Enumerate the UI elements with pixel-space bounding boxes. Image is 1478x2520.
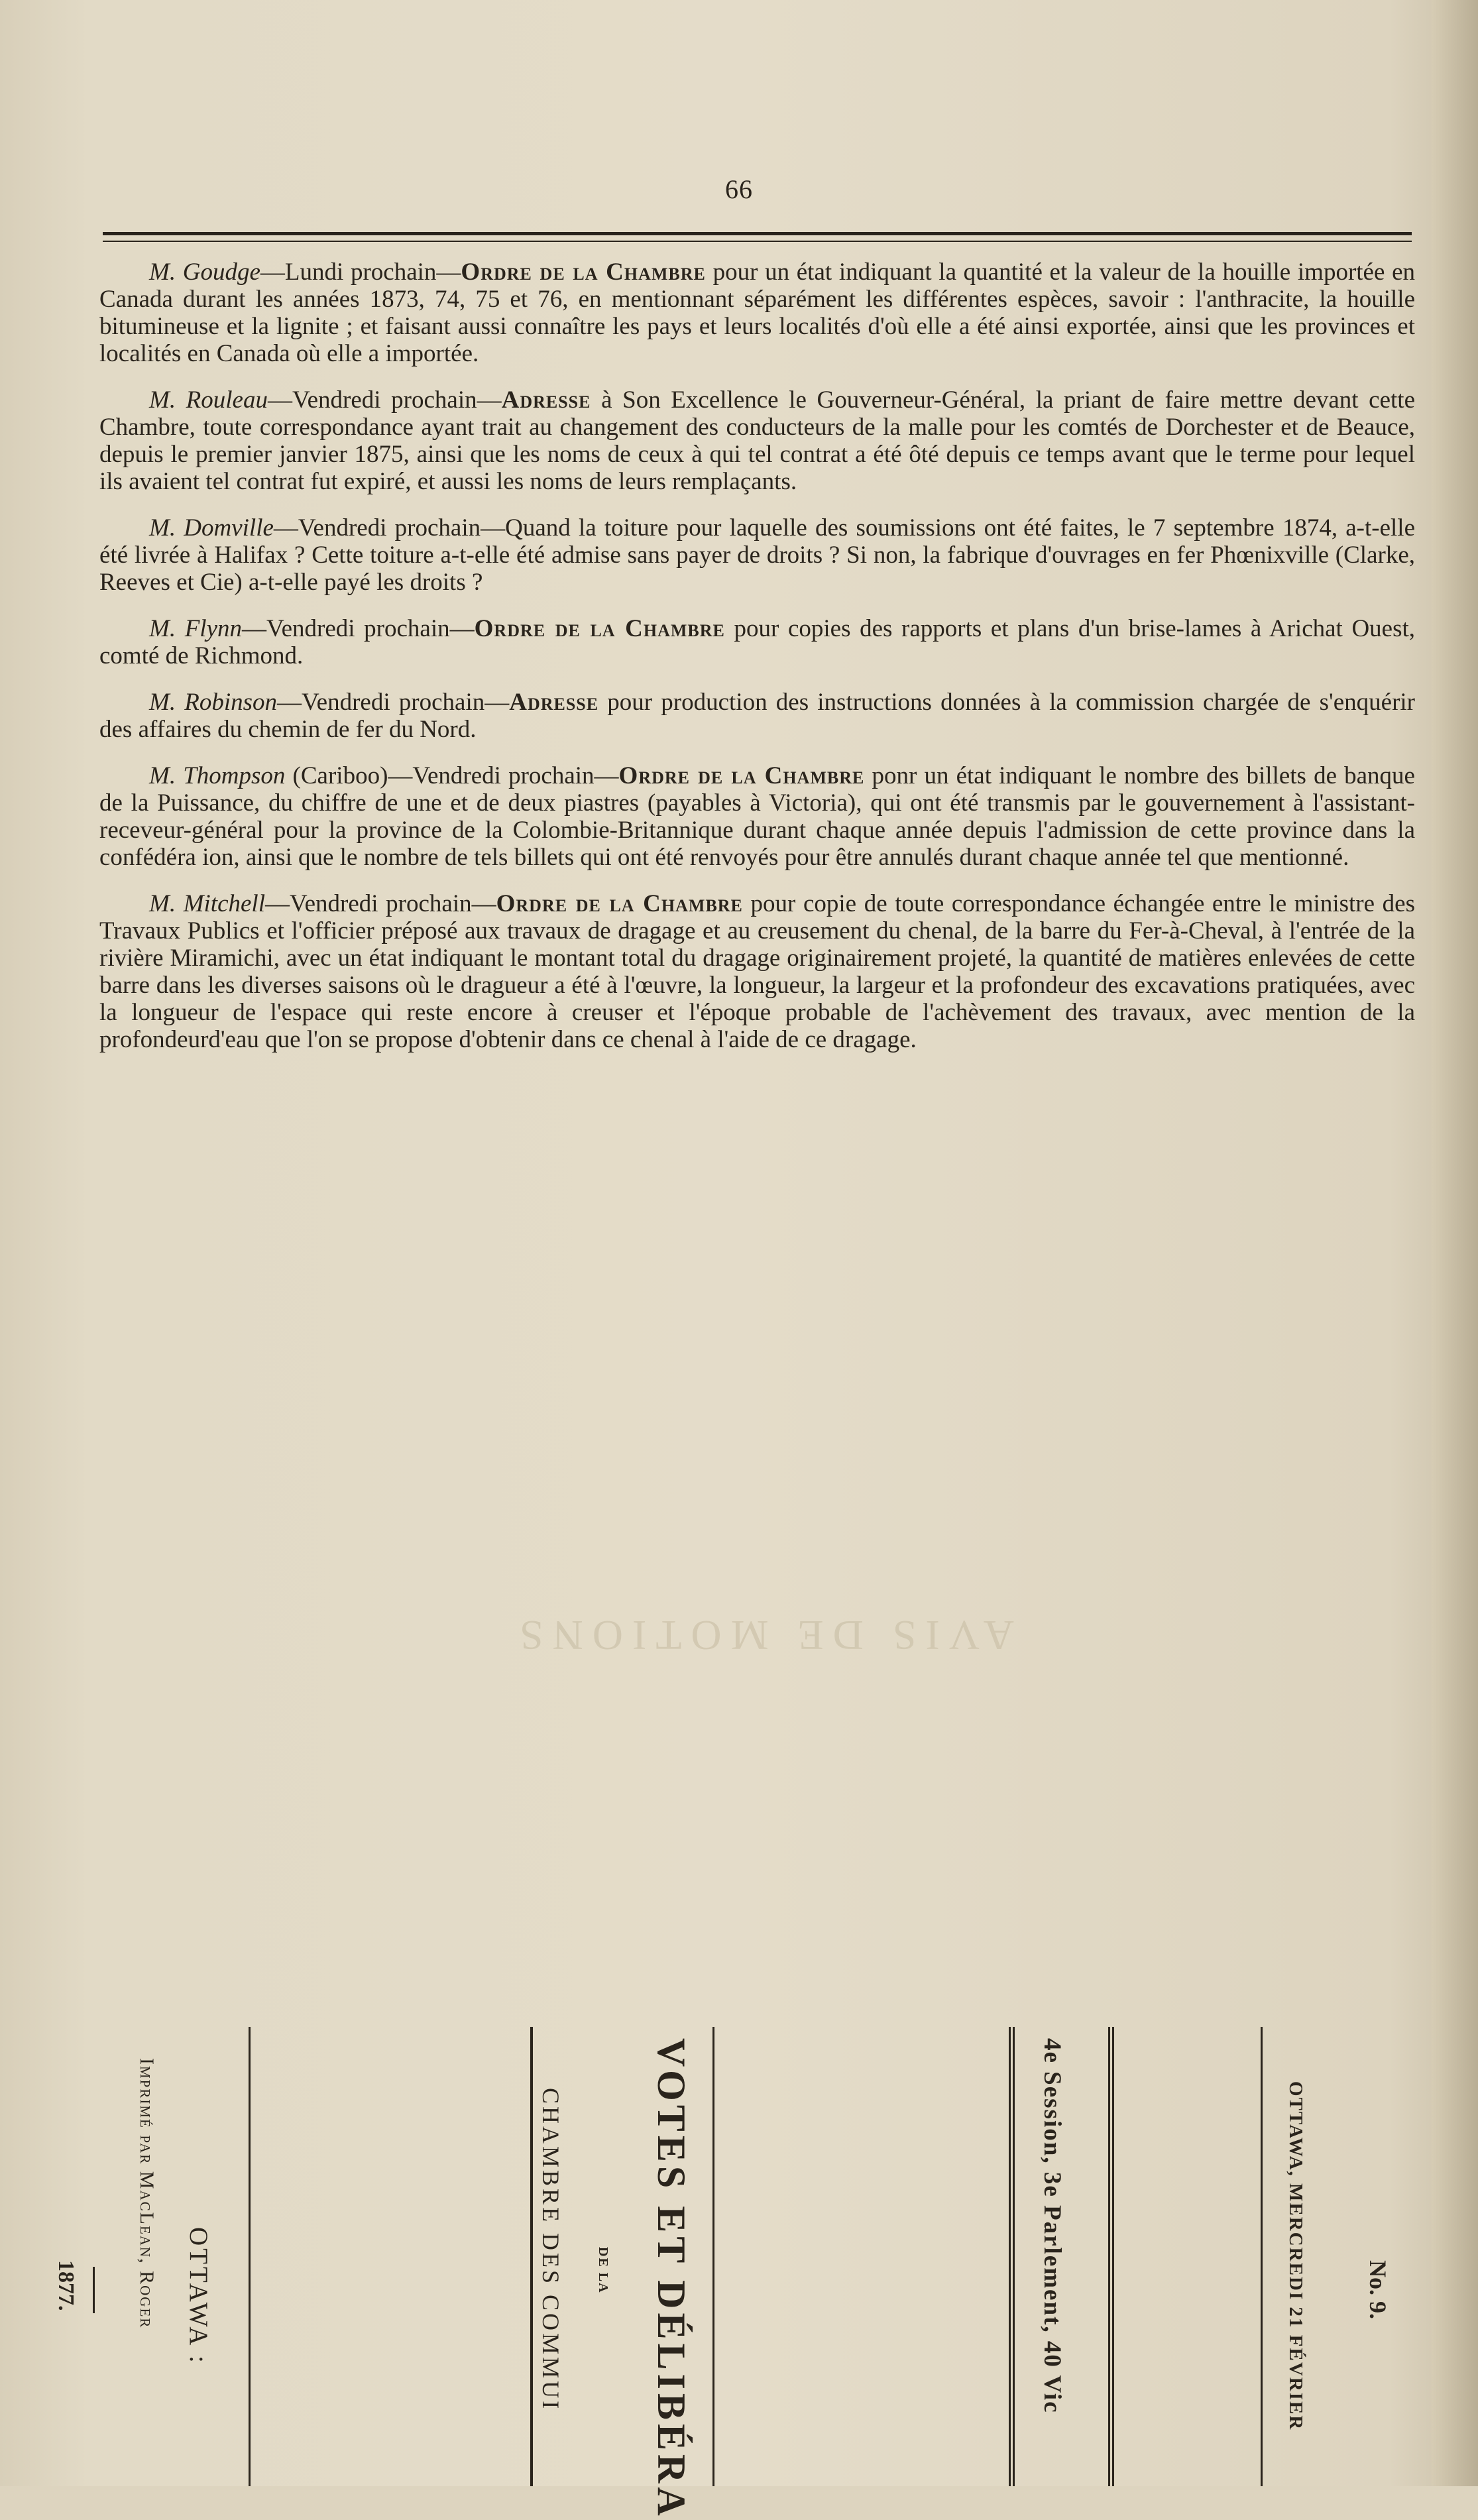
motion-type: Ordre de la Chambre	[618, 762, 865, 789]
motions-list	[99, 258, 1415, 1072]
motion-text: à Son Excellence le Gouverneur-Général, la priant de faire mettre devant cette Chambre, toute correspondance ayant trait au changement des conducteurs de la malle pour les comtés de Dorchester et de Beauce, depuis le premier janvier 1875, ainsi que les noms de ceux à qui tel contrat a été ôté depuis ce temps avant que le terme pour lequel ils avaient tel contrat fut expiré, et aussi les noms de leurs remplaçants.	[99, 386, 1415, 495]
motion-entry	[99, 386, 1415, 495]
cover-rule	[249, 2027, 251, 2486]
motion-entry	[99, 258, 1415, 367]
member-name: M. Robinson	[149, 689, 278, 716]
cover-de-la: DE LA	[596, 2247, 610, 2294]
cover-rule	[1112, 2027, 1114, 2486]
motion-type: Ordre de la Chambre	[496, 890, 743, 917]
cover-year-rule	[93, 2267, 95, 2313]
motion-entry	[99, 514, 1415, 596]
cover-rule	[1013, 2027, 1015, 2486]
motion-entry	[99, 762, 1415, 871]
cover-rule	[1108, 2027, 1110, 2486]
motion-date: —Vendredi prochain—	[267, 386, 502, 414]
motion-text: pour production des instructions données à la commission chargée de s'enquérir des affaires du chemin de fer du Nord.	[99, 689, 1415, 743]
cover-date: OTTAWA, MERCREDI 21 FÉVRIER	[1285, 2081, 1306, 2431]
motion-date: —Vendredi prochain—	[242, 615, 475, 642]
motion-type: Ordre de la Chambre	[474, 615, 725, 642]
cover-issue-number: No. 9.	[1365, 2260, 1391, 2319]
member-name: M. Flynn	[149, 615, 242, 642]
page-number: 66	[725, 174, 753, 204]
cover-title: VOTES ET DÉLIBÉRA	[650, 2038, 693, 2520]
cover-printer: Imprimé par MacLean, Roger	[136, 2058, 158, 2329]
motion-type: Adresse	[501, 386, 591, 414]
cover-rule	[1261, 2027, 1263, 2486]
cover-ottawa: OTTAWA :	[184, 2227, 213, 2366]
motion-date: —Vendredi prochain—	[273, 514, 506, 542]
motion-text: pour un état indiquant la quantité et la valeur de la houille importée en Canada durant les années 1873, 74, 75 et 76, en mentionnant séparément les différentes espèces, savoir : l'anthracite, la houille bitumineuse et la lignite ; et faisant aussi connaître les pays et leurs localités d'où elle a été ainsi exportée, ainsi que les provinces et localités en Canada où elle a importée.	[99, 258, 1415, 367]
cover-session: 4e Session, 3e Parlement, 40 Vic	[1039, 2038, 1066, 2414]
motion-date: —Lundi prochain—	[260, 258, 461, 286]
motion-text: ponr un état indiquant le nombre des billets de banque de la Puissance, du chiffre de une et de deux piastres (payables à Victoria), qui ont été transmis par le gouvernement à l'assistant-receveur-général pour la province de la Colombie-Britannique durant chaque année depuis l'admission de cette province dans la confédéra ion, ainsi que le nombre de tels billets qui ont été renvoyés pour être annulés durant chaque année tel que mentionné.	[99, 762, 1415, 871]
cover-year: 1877.	[54, 2260, 78, 2311]
motion-text: pour copie de toute correspondance échangée entre le ministre des Travaux Publics et l'officier préposé aux travaux de dragage et au creusement du chenal, de la barre du Fer-à-Cheval, à l'entrée de la rivière Miramichi, avec un état indiquant le montant total du dragage originairement projeté, la quantité de matières enlevées de cette barre dans les diverses saisons où le dragueur a été à l'œuvre, la longueur, la largeur et la profondeur des excavations pratiquées, avec la longueur de l'espace qui reste encore à creuser et l'époque probable de l'achèvement des travaux, avec mention de la profondeurd'eau que l'on se propose d'obtenir dans ce chenal à l'aide de ce dragage.	[99, 890, 1415, 1053]
motion-type: Ordre de la Chambre	[461, 258, 706, 286]
header-rule	[103, 232, 1412, 235]
header-rule-thin	[103, 241, 1412, 242]
member-name: M. Thompson	[149, 762, 286, 789]
bleed-through-heading: AVIS DE MOTIONS	[510, 1612, 1014, 1659]
cover-rule	[530, 2027, 533, 2486]
motion-entry	[99, 689, 1415, 743]
motion-date: (Cariboo)—Vendredi prochain—	[285, 762, 619, 789]
member-name: M. Rouleau	[149, 386, 268, 414]
cover-rule	[712, 2027, 714, 2486]
cover-rule	[1009, 2027, 1011, 2486]
page-edge	[1432, 0, 1478, 2486]
motion-entry	[99, 890, 1415, 1053]
motion-date: —Vendredi prochain—	[277, 689, 510, 716]
motion-date: —Vendredi prochain—	[264, 890, 496, 917]
member-name: M. Mitchell	[149, 890, 265, 917]
member-name: M. Domville	[149, 514, 274, 542]
member-name: M. Goudge	[149, 258, 260, 286]
motion-text: pour copies des rapports et plans d'un brise-lames à Arichat Ouest, comté de Richmond.	[99, 615, 1416, 669]
motion-type: Adresse	[509, 689, 599, 716]
cover-chambre: CHAMBRE DES COMMUI	[538, 2088, 564, 2412]
motion-entry	[99, 615, 1415, 669]
motion-text: Quand la toiture pour laquelle des soumissions ont été faites, le 7 septembre 1874, a-t-elle été livrée à Halifax ? Cette toiture a-t-elle été admise sans payer de droits ? Si non, la fabrique d'ouvrages en fer Phœnixville (Clarke, Reeves et Cie) a-t-elle payé les droits ?	[99, 514, 1416, 596]
